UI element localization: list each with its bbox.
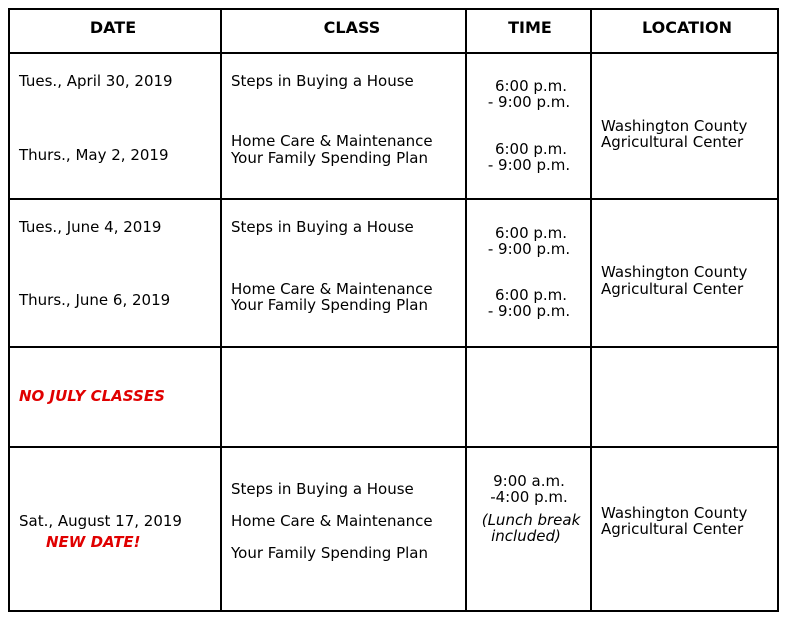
row1-time2b: - 9:00 p.m. <box>487 156 571 174</box>
row4-class3: Your Family Spending Plan <box>231 544 428 562</box>
row1-date2: Thurs., May 2, 2019 <box>19 146 169 164</box>
row1-class2a: Home Care & Maintenance <box>231 132 433 150</box>
row2-time2b: - 9:00 p.m. <box>487 302 571 320</box>
row2-location-b: Agricultural Center <box>601 280 744 298</box>
row2-date2: Thurs., June 6, 2019 <box>19 291 171 309</box>
no-july-classes-note: NO JULY CLASSES <box>19 387 165 405</box>
row1-class2b: Your Family Spending Plan <box>231 149 428 167</box>
row4-date: Sat., August 17, 2019 <box>19 512 182 530</box>
row1-time2a: 6:00 p.m. <box>494 140 568 158</box>
row4-time-c: (Lunch break <box>481 511 581 529</box>
header-location: LOCATION <box>642 18 732 37</box>
header-class: CLASS <box>323 18 381 37</box>
row2-date1: Tues., June 4, 2019 <box>19 218 162 236</box>
row4-class1: Steps in Buying a House <box>231 480 414 498</box>
row2-location-a: Washington County <box>601 263 748 281</box>
row2-time2a: 6:00 p.m. <box>494 286 568 304</box>
row4-time-a: 9:00 a.m. <box>493 472 565 490</box>
row1-location-a: Washington County <box>601 117 748 135</box>
row2-class2b: Your Family Spending Plan <box>231 296 428 314</box>
row4-class2: Home Care & Maintenance <box>231 512 433 530</box>
row1-date1: Tues., April 30, 2019 <box>19 72 173 90</box>
row-divider <box>10 198 777 200</box>
row4-time-d: included) <box>491 527 561 545</box>
row1-class1: Steps in Buying a House <box>231 72 414 90</box>
row-divider <box>10 346 777 348</box>
header-time: TIME <box>508 18 552 37</box>
row-divider <box>10 52 777 54</box>
row1-location-b: Agricultural Center <box>601 133 744 151</box>
row4-location-a: Washington County <box>601 504 748 522</box>
row-divider <box>10 446 777 448</box>
row2-time1b: - 9:00 p.m. <box>487 240 571 258</box>
column-divider <box>590 10 592 610</box>
row4-time-b: -4:00 p.m. <box>490 488 568 506</box>
row4-location-b: Agricultural Center <box>601 520 744 538</box>
column-divider <box>465 10 467 610</box>
column-divider <box>220 10 222 610</box>
row2-class2a: Home Care & Maintenance <box>231 280 433 298</box>
header-date: DATE <box>89 18 137 37</box>
row1-time1a: 6:00 p.m. <box>494 77 568 95</box>
row2-time1a: 6:00 p.m. <box>494 224 568 242</box>
row2-class1: Steps in Buying a House <box>231 218 414 236</box>
row1-time1b: - 9:00 p.m. <box>487 93 571 111</box>
new-date-badge: NEW DATE! <box>46 533 141 551</box>
